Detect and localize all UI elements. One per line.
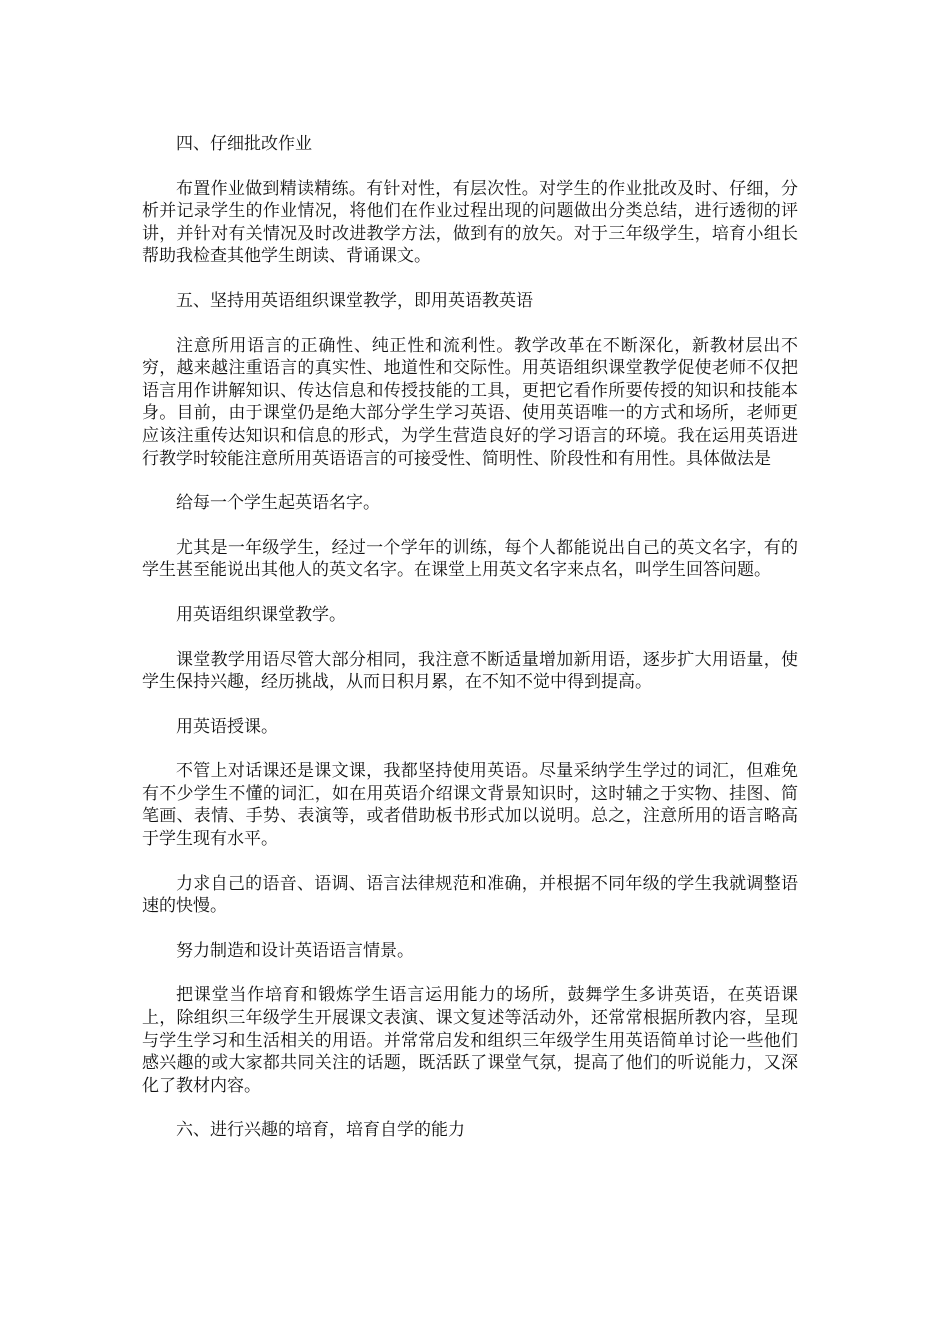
paragraph-english-names: 尤其是一年级学生，经过一个学年的训练，每个人都能说出自己的英文名字，有的学生甚至能说出其他人的英文名字。在课堂上用英文名字来点名，叫学生回答问题。 — [142, 537, 798, 581]
paragraph-language-situations: 把课堂当作培育和锻炼学生语言运用能力的场所，鼓舞学生多讲英语，在英语课上，除组织三年级学生开展课文表演、课文复述等活动外，还常常根据所教内容，呈现与学生学习和生活相关的用语。并常常启发和组织三年级学生用英语简单讨论一些他们感兴趣的或大家都共同关注的话题，既活跃了课堂气氛，提高了他们的听说能力，又深化了教材内容。 — [142, 985, 798, 1096]
paragraph-classroom-organization: 课堂教学用语尽管大部分相同，我注意不断适量增加新用语，逐步扩大用语量，使学生保持兴趣，经历挑战，从而日积月累，在不知不觉中得到提高。 — [142, 649, 798, 693]
subheading-teaching-in-english: 用英语授课。 — [176, 716, 278, 737]
paragraph-homework: 布置作业做到精读精练。有针对性，有层次性。对学生的作业批改及时、仔细，分析并记录学生的作业情况，将他们在作业过程出现的问题做出分类总结，进行透彻的评讲，并针对有关情况及时改进教学方法，做到有的放矢。对于三年级学生，培育小组长帮助我检查其他学生朗读、背诵课文。 — [142, 178, 798, 267]
paragraph-language-use: 注意所用语言的正确性、纯正性和流利性。教学改革在不断深化，新教材层出不穷，越来越注重语言的真实性、地道性和交际性。用英语组织课堂教学促使老师不仅把语言用作讲解知识、传达信息和传授技能的工具，更把它看作所要传授的知识和技能本身。目前，由于课堂仍是绝大部分学生学习英语、使用英语唯一的方式和场所，老师更应该注重传达知识和信息的形式，为学生营造良好的学习语言的环境。我在运用英语进行教学时较能注意所用英语语言的可接受性、简明性、阶段性和有用性。具体做法是 — [142, 335, 798, 469]
section-heading-4: 四、仔细批改作业 — [176, 134, 312, 154]
paragraph-teaching-in-english: 不管上对话课还是课文课，我都坚持使用英语。尽量采纳学生学过的词汇，但难免有不少学生不懂的词汇，如在用英语介绍课文背景知识时，这时辅之于实物、挂图、简笔画、表情、手势、表演等，或者借助板书形式加以说明。总之，注意所用的语言略高于学生现有水平。 — [142, 761, 798, 850]
subheading-classroom-organization: 用英语组织课堂教学。 — [176, 604, 346, 625]
section-heading-5: 五、坚持用英语组织课堂教学，即用英语教英语 — [176, 290, 533, 311]
section-heading-6: 六、进行兴趣的培育，培育自学的能力 — [176, 1120, 465, 1141]
subheading-english-names: 给每一个学生起英语名字。 — [176, 493, 380, 514]
subheading-language-situations: 努力制造和设计英语语言情景。 — [176, 940, 414, 961]
document-page — [142, 133, 798, 1164]
paragraph-pronunciation: 力求自己的语音、语调、语言法律规范和准确，并根据不同年级的学生我就调整语速的快慢。 — [142, 873, 798, 917]
